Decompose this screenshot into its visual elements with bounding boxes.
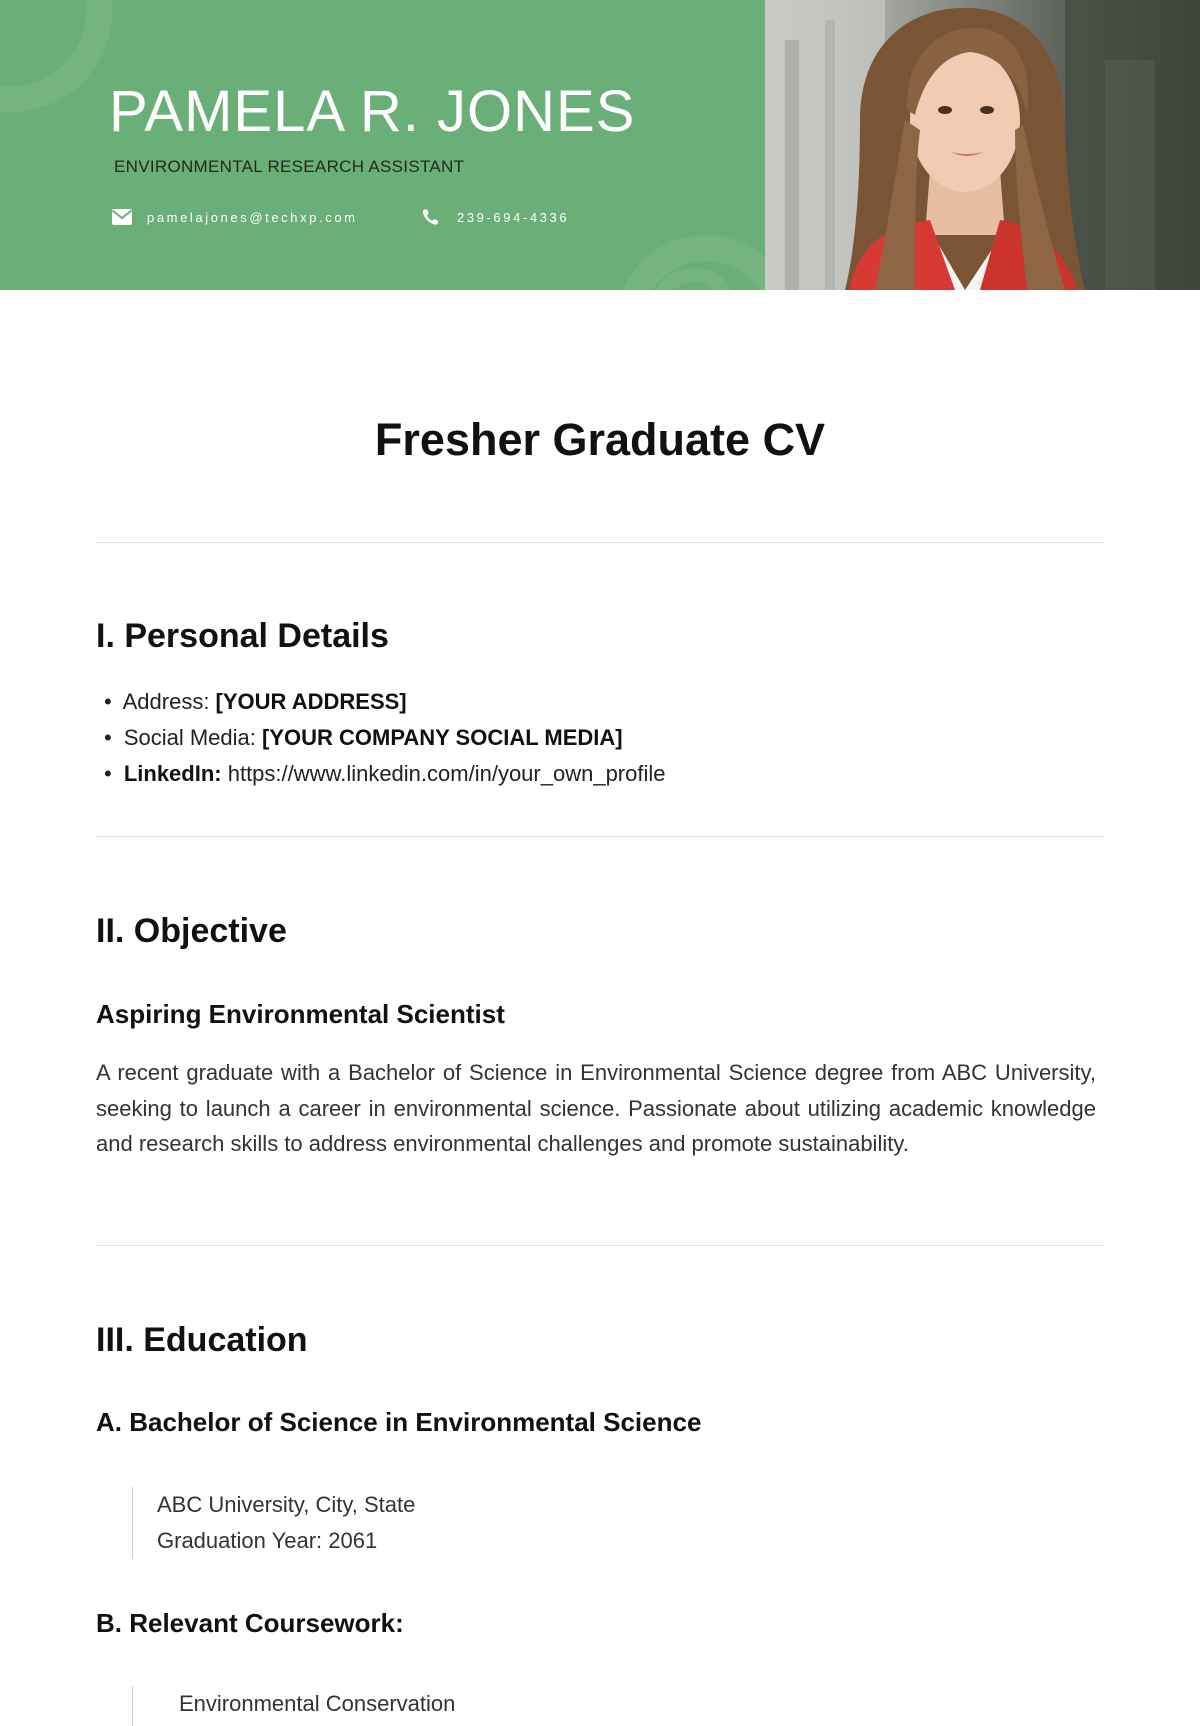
header-banner [0, 0, 765, 290]
contact-email[interactable] [111, 208, 358, 226]
document-title: Fresher Graduate CV [374, 414, 826, 465]
section-divider [96, 1245, 1104, 1246]
objective-heading: II. Objective [96, 912, 287, 950]
education-heading: III. Education [96, 1321, 308, 1359]
objective-subheading: Aspiring Environmental Scientist [96, 999, 505, 1029]
phone-text: 239-694-4336 [457, 209, 570, 225]
envelope-icon [111, 208, 133, 226]
list-item [104, 720, 666, 756]
section-divider [96, 836, 1104, 837]
social-media-label: Social Media: [123, 725, 263, 750]
objective-text: A recent graduate with a Bachelor of Science in Environmental Science degree from ABC University, seeking to launch a career in environmental science. Passionate about utilizing academic knowledge and research skills to address environmental challenges and promote sustainability. [96, 1060, 1096, 1156]
personal-details-list [104, 684, 666, 792]
degree-details [132, 1487, 415, 1559]
candidate-name: PAMELA R. JONES [109, 79, 636, 144]
coursework-list [132, 1686, 455, 1726]
address-label: Address: [122, 689, 216, 714]
list-item [104, 756, 666, 792]
list-item [104, 684, 666, 720]
graduation-year-text: Graduation Year: 2061 [157, 1528, 378, 1553]
section-divider [96, 542, 1104, 543]
university-text: ABC University, City, State [157, 1492, 416, 1517]
cv-header [0, 0, 1200, 290]
linkedin-url[interactable]: https://www.linkedin.com/in/your_own_profile [221, 761, 666, 786]
personal-details-heading: I. Personal Details [96, 617, 389, 655]
decorative-circle [0, 0, 112, 112]
coursework-heading: B. Relevant Coursework: [96, 1608, 404, 1638]
coursework-item: Environmental Conservation [179, 1691, 456, 1716]
phone-icon [421, 208, 443, 226]
social-media-value: [YOUR COMPANY SOCIAL MEDIA] [262, 725, 623, 750]
candidate-job-title: ENVIRONMENTAL RESEARCH ASSISTANT [114, 157, 465, 176]
address-value: [YOUR ADDRESS] [215, 689, 407, 714]
linkedin-label: LinkedIn: [123, 761, 222, 786]
profile-photo [765, 0, 1200, 290]
email-text: pamelajones@techxp.com [147, 209, 358, 225]
degree-heading: A. Bachelor of Science in Environmental Science [96, 1407, 702, 1437]
contact-phone[interactable] [421, 208, 569, 226]
